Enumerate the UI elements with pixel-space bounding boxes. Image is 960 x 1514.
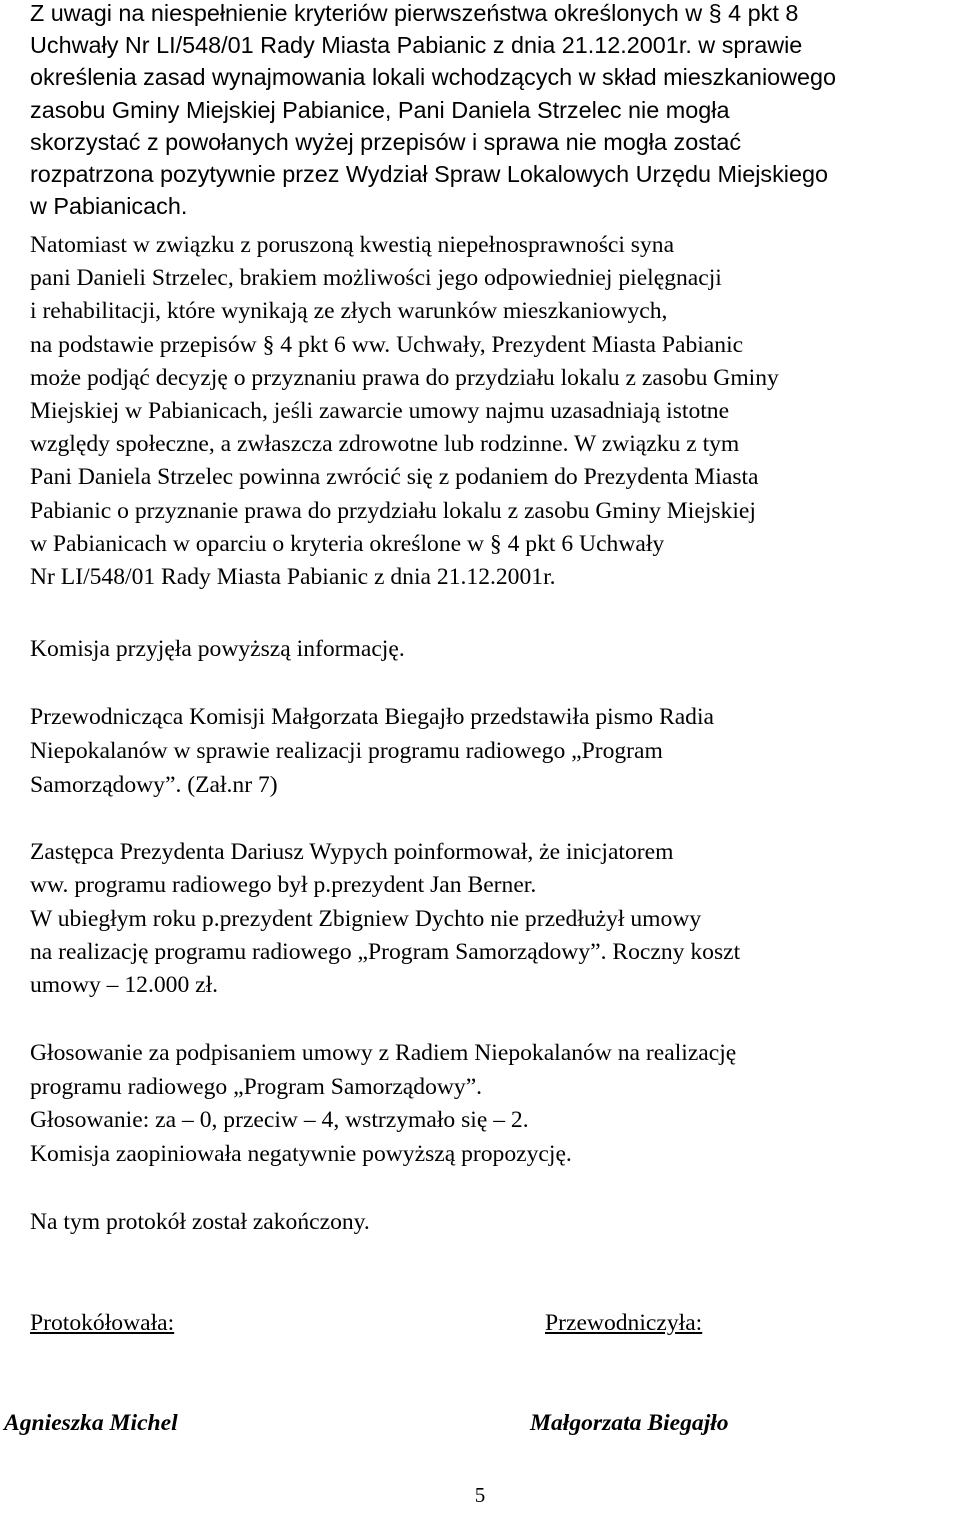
text-line: Zastępca Prezydenta Dariusz Wypych poinformował, że inicjatorem: [30, 839, 674, 865]
closing-text: Na tym protokół został zakończony.: [30, 1209, 370, 1235]
paragraph-vote: [30, 1037, 946, 1171]
text-line: Pani Daniela Strzelec powinna zwrócić się z podaniem do Prezydenta Miasta: [30, 464, 759, 491]
text-line: Głosowanie: za – 0, przeciw – 4, wstrzymało się – 2.: [30, 1107, 529, 1134]
signature-name-right: Małgorzata Biegajło: [530, 1410, 729, 1436]
signature-label-right: Przewodniczyła:: [545, 1310, 703, 1336]
text-line: Z uwagi na niespełnienie kryteriów pierwszeństwa określonych w § 4 pkt 8: [30, 0, 799, 26]
text-line: względy społeczne, a zwłaszcza zdrowotne lub rodzinne. W związku z tym: [30, 431, 740, 458]
text-line: Niepokalanów w sprawie realizacji programu radiowego „Program: [30, 738, 663, 764]
text-line: Głosowanie za podpisaniem umowy z Radiem Niepokalanów na realizację: [30, 1040, 737, 1066]
paragraph-sans: [30, 0, 946, 222]
text-line: określenia zasad wynajmowania lokali wchodzących w skład mieszkaniowego: [30, 64, 837, 91]
text-line: W ubiegłym roku p.prezydent Zbigniew Dychto nie przedłużył umowy: [30, 905, 702, 932]
text-line: Komisja zaopiniowała negatywnie powyższą propozycję.: [30, 1140, 572, 1167]
text-line: Nr LI/548/01 Rady Miasta Pabianic z dnia 21.12.2001r.: [30, 564, 556, 591]
text-line: może podjąć decyzję o przyznaniu prawa do przydziału lokalu z zasobu Gminy: [30, 364, 779, 391]
paragraph-deputy: [30, 836, 946, 1002]
paragraph-radio: [30, 700, 946, 802]
text-line: Przewodnicząca Komisji Małgorzata Biegajło przedstawiła pismo Radia: [30, 704, 714, 730]
text-line: Natomiast w związku z poruszoną kwestią niepełnosprawności syna: [30, 232, 675, 258]
text-line: w Pabianicach.: [30, 193, 188, 220]
text-line: i rehabilitacji, które wynikają ze złych warunków mieszkaniowych,: [30, 298, 668, 325]
text-line: ww. programu radiowego był p.prezydent Jan Berner.: [30, 872, 537, 899]
text-line: programu radiowego „Program Samorządowy”.: [30, 1073, 483, 1100]
text-line: Uchwały Nr LI/548/01 Rady Miasta Pabianic z dnia 21.12.2001r. w sprawie: [30, 32, 803, 59]
text-line: Miejskiej w Pabianicach, jeśli zawarcie umowy najmu uzasadniają istotne: [30, 398, 730, 425]
text-line: na realizację programu radiowego „Program Samorządowy”. Roczny koszt: [30, 938, 741, 965]
paragraph-serif: [30, 229, 946, 594]
text-line: rozpatrzona pozytywnie przez Wydział Spraw Lokalowych Urzędu Miejskiego: [30, 161, 829, 188]
signature-label-left: Protokółowała:: [30, 1310, 175, 1336]
text-line: zasobu Gminy Miejskiej Pabianice, Pani Daniela Strzelec nie mogła: [30, 96, 730, 123]
text-line: skorzystać z powołanych wyżej przepisów i sprawa nie mogła zostać: [30, 128, 742, 155]
text-line: Pabianic o przyznanie prawa do przydziału lokalu z zasobu Gminy Miejskiej: [30, 497, 756, 524]
text-line: w Pabianicach w oparciu o kryteria określone w § 4 pkt 6 Uchwały: [30, 530, 665, 557]
signature-name-left: Agnieszka Michel: [4, 1410, 178, 1436]
text-line: Samorządowy”. (Zał.nr 7): [30, 772, 278, 798]
text-line: pani Danieli Strzelec, brakiem możliwości jego odpowiedniej pielęgnacji: [30, 265, 722, 292]
komisja-info: Komisja przyjęła powyższą informację.: [30, 636, 405, 662]
page-number: 5: [474, 1483, 486, 1507]
text-line: na podstawie przepisów § 4 pkt 6 ww. Uchwały, Prezydent Miasta Pabianic: [30, 331, 744, 358]
text-line: umowy – 12.000 zł.: [30, 972, 219, 999]
